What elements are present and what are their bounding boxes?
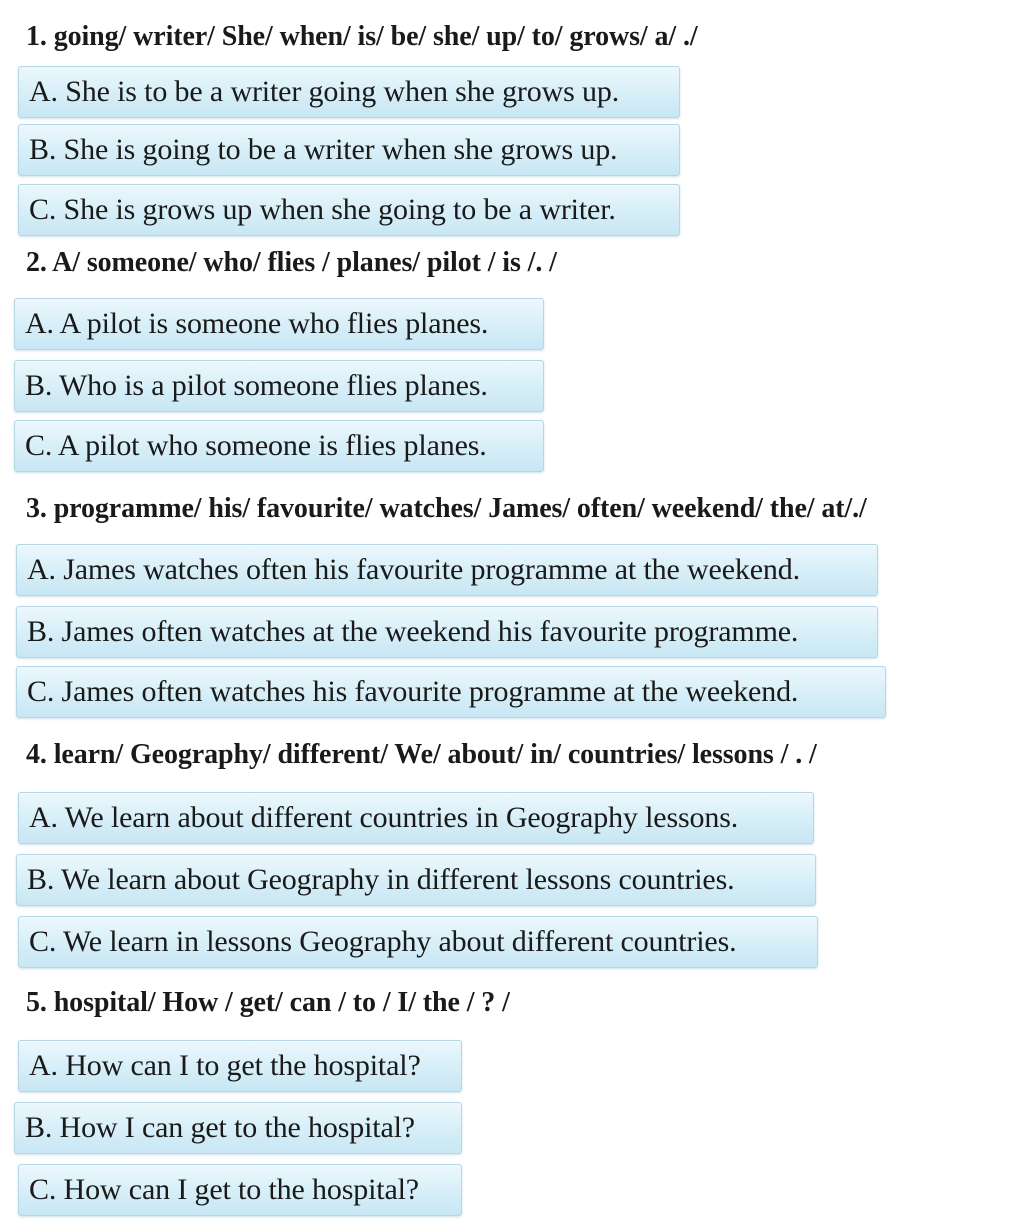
question-4-option-a[interactable]: A. We learn about different countries in Geography lessons. bbox=[18, 792, 814, 844]
question-5-option-a[interactable]: A. How can I to get the hospital? bbox=[18, 1040, 462, 1092]
question-5-option-c[interactable]: C. How can I get to the hospital? bbox=[18, 1164, 462, 1216]
question-1-option-c[interactable]: C. She is grows up when she going to be a writer. bbox=[18, 184, 680, 236]
question-3-option-c[interactable]: C. James often watches his favourite programme at the weekend. bbox=[16, 666, 886, 718]
question-1-option-a[interactable]: A. She is to be a writer going when she grows up. bbox=[18, 66, 680, 118]
question-5-prompt: 5. hospital/ How / get/ can / to / I/ the / ? / bbox=[26, 987, 510, 1018]
question-5-option-b[interactable]: B. How I can get to the hospital? bbox=[14, 1102, 462, 1154]
question-3-option-a[interactable]: A. James watches often his favourite programme at the weekend. bbox=[16, 544, 878, 596]
question-4-prompt: 4. learn/ Geography/ different/ We/ about/ in/ countries/ lessons / . / bbox=[26, 739, 817, 770]
question-1-option-b[interactable]: B. She is going to be a writer when she grows up. bbox=[18, 124, 680, 176]
question-2-prompt: 2. A/ someone/ who/ flies / planes/ pilot / is /. / bbox=[26, 247, 557, 278]
question-3-prompt: 3. programme/ his/ favourite/ watches/ James/ often/ weekend/ the/ at/./ bbox=[26, 493, 867, 524]
question-2-option-c[interactable]: C. A pilot who someone is flies planes. bbox=[14, 420, 544, 472]
question-4-option-b[interactable]: B. We learn about Geography in different lessons countries. bbox=[16, 854, 816, 906]
question-2-option-b[interactable]: B. Who is a pilot someone flies planes. bbox=[14, 360, 544, 412]
question-1-prompt: 1. going/ writer/ She/ when/ is/ be/ she/ up/ to/ grows/ a/ ./ bbox=[26, 21, 698, 52]
question-4-option-c[interactable]: C. We learn in lessons Geography about different countries. bbox=[18, 916, 818, 968]
question-3-option-b[interactable]: B. James often watches at the weekend his favourite programme. bbox=[16, 606, 878, 658]
question-2-option-a[interactable]: A. A pilot is someone who flies planes. bbox=[14, 298, 544, 350]
